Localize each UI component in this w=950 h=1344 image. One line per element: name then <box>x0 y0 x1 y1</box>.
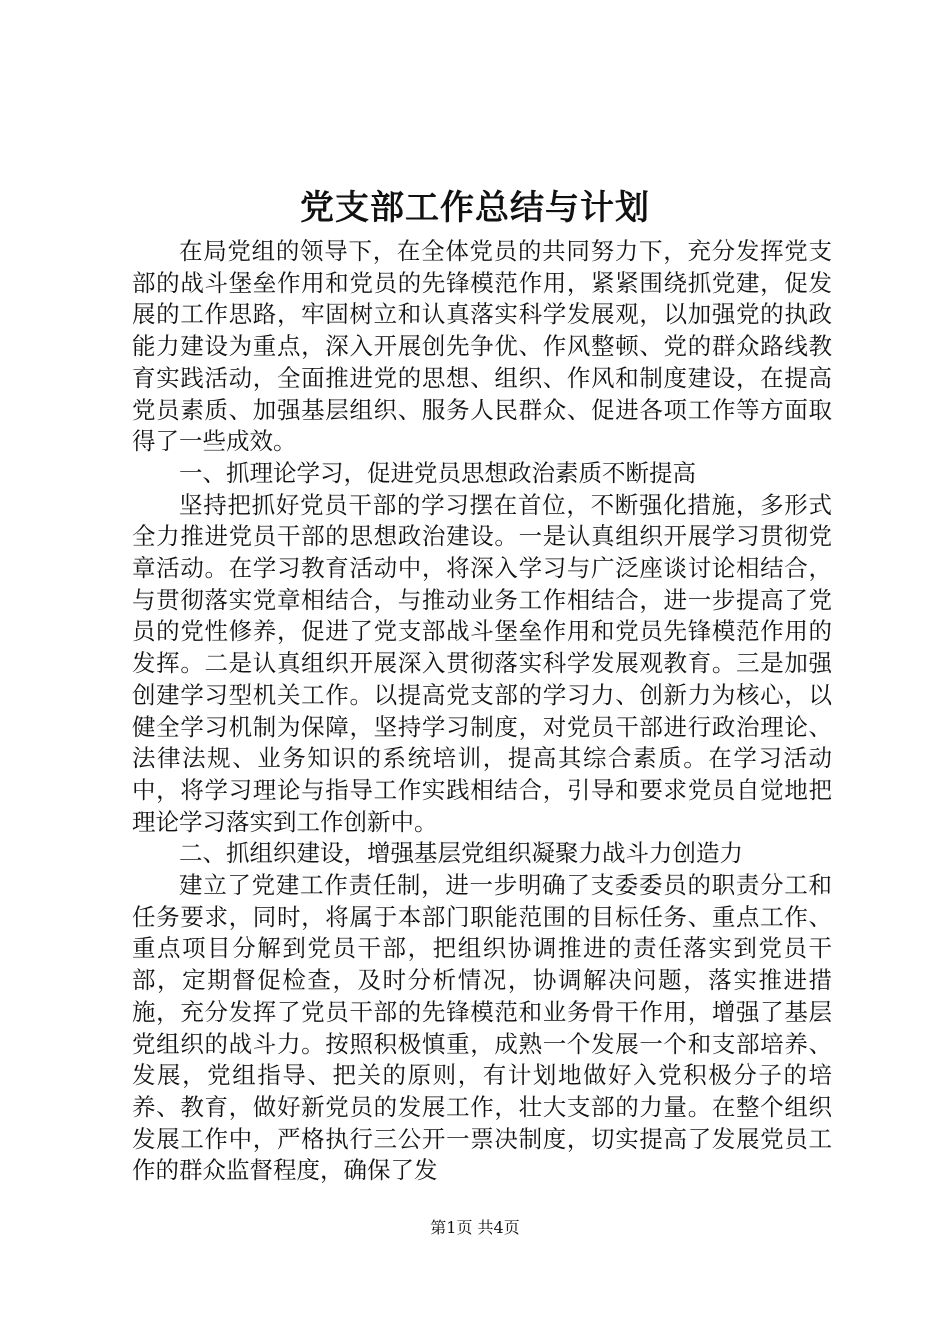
section-heading-1: 一、抓理论学习，促进党员思想政治素质不断提高 <box>179 458 696 487</box>
document-body <box>132 236 832 1187</box>
section-paragraph-1: 坚持把抓好党员干部的学习摆在首位，不断强化措施，多形式全力推进党员干部的思想政治建设。一是认真组织开展学习贯彻党章活动。在学习教育活动中，将深入学习与广泛座谈讨论相结合，与贯彻落实党章相结合，与推动业务工作相结合，进一步提高了党员的党性修养，促进了党支部战斗堡垒作用和党员先锋模范作用的发挥。二是认真组织开展深入贯彻落实科学发展观教育。三是加强创建学习型机关工作。以提高党支部的学习力、创新力为核心，以健全学习机制为保障，坚持学习制度，对党员干部进行政治理论、法律法规、业务知识的系统培训，提高其综合素质。在学习活动中，将学习理论与指导工作实践相结合，引导和要求党员自觉地把理论学习落实到工作创新中。 <box>132 490 832 836</box>
page-footer: 第1页 共4页 <box>430 1218 520 1237</box>
section-paragraph-2: 建立了党建工作责任制，进一步明确了支委委员的职责分工和任务要求，同时，将属于本部门职能范围的目标任务、重点工作、重点项目分解到党员干部，把组织协调推进的责任落实到党员干部，定期督促检查，及时分析情况，协调解决问题，落实推进措施，充分发挥了党员干部的先锋模范和业务骨干作用，增强了基层党组织的战斗力。按照积极慎重，成熟一个发展一个和支部培养、发展，党组指导、把关的原则，有计划地做好入党积极分子的培养、教育，做好新党员的发展工作，壮大支部的力量。在整个组织发展工作中，严格执行三公开一票决制度，切实提高了发展党员工作的群众监督程度，确保了发 <box>132 871 832 1185</box>
section-heading-2: 二、抓组织建设，增强基层党组织凝聚力战斗力创造力 <box>179 839 743 868</box>
document-title: 党支部工作总结与计划 <box>300 188 650 228</box>
intro-paragraph: 在局党组的领导下，在全体党员的共同努力下，充分发挥党支部的战斗堡垒作用和党员的先锋模范作用，紧紧围绕抓党建，促发展的工作思路，牢固树立和认真落实科学发展观，以加强党的执政能力建设为重点，深入开展创先争优、作风整顿、党的群众路线教育实践活动，全面推进党的思想、组织、作风和制度建设，在提高党员素质、加强基层组织、服务人民群众、促进各项工作等方面取得了一些成效。 <box>132 237 832 456</box>
